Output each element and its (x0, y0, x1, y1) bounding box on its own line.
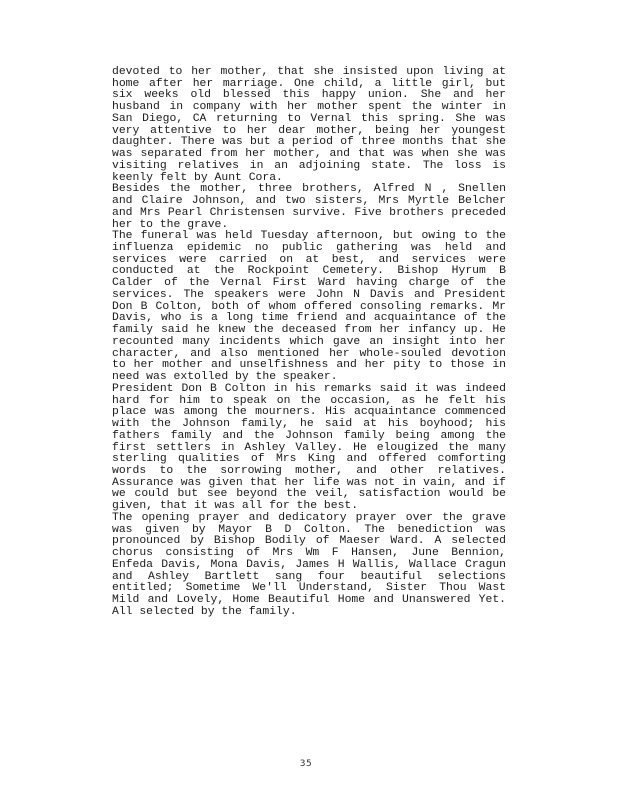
text-line: was separated from her mother, and that was when she was (112, 148, 506, 161)
text-line: sterling qualities of Mrs King and offered comforting (112, 453, 506, 466)
text-line: devoted to her mother, that she insisted upon living at (112, 66, 506, 78)
text-line: influenza epidemic no public gathering was held and (112, 242, 506, 255)
text-line: fathers family and the Johnson family being among the (112, 429, 506, 442)
text-line: recounted many incidents which gave an insight into her (112, 335, 506, 348)
text-line: hard for him to speak on the occasion, as he felt his (112, 394, 506, 407)
text-line: character, and also mentioned her whole-souled devotion (112, 347, 506, 360)
text-line: was given by Mayor B D Colton. The benediction was (112, 523, 506, 536)
text-line: we could but see beyond the veil, satisfaction would be (112, 488, 506, 501)
text-line: The opening prayer and dedicatory prayer over the grave (112, 511, 506, 524)
text-line: services were carried on at best, and services were (112, 253, 506, 266)
paragraph-end-line: All selected by the family. (112, 605, 297, 618)
text-line: and Ashley Bartlett sang four beautiful selections (112, 570, 506, 583)
paragraph-end-line: need was extolled by the speaker. (112, 371, 338, 384)
text-line: services. The speakers were John N Davis and President (112, 288, 506, 301)
paragraph-end-line: her to the grave. (112, 218, 229, 231)
text-line: very attentive to her dear mother, being her youngest (112, 124, 506, 137)
text-line: first settlers in Ashley Valley. He elougized the many (112, 441, 506, 454)
text-line: San Diego, CA returning to Vernal this spring. She was (112, 112, 506, 125)
body-text (112, 67, 506, 619)
text-line: husband in company with her mother spent the winter in (112, 101, 506, 114)
text-line: entitled; Sometime We'll Understand, Sister Thou Wast (112, 582, 506, 595)
paragraph-end-line: given, that it was all for the best. (112, 500, 359, 513)
text-line: The funeral was held Tuesday afternoon, but owing to the (112, 230, 506, 243)
text-line: and Mrs Pearl Christensen survive. Five brothers preceded (112, 206, 506, 219)
text-line: chorus consisting of Mrs Wm F Hansen, June Bennion, (112, 547, 506, 560)
page-number: 35 (299, 759, 313, 769)
text-line: Calder of the Vernal First Ward having charge of the (112, 277, 506, 290)
text-line: pronounced by Bishop Bodily of Maeser Ward. A selected (112, 535, 506, 548)
text-line: President Don B Colton in his remarks said it was indeed (112, 382, 506, 395)
text-line: Mild and Lovely, Home Beautiful Home and Unanswered Yet. (112, 594, 506, 607)
text-line: conducted at the Rockpoint Cemetery. Bishop Hyrum B (112, 265, 506, 278)
text-line: home after her marriage. One child, a little girl, but (112, 77, 506, 90)
text-line: Enfeda Davis, Mona Davis, James H Wallis, Wallace Cragun (112, 558, 506, 571)
text-line: and Claire Johnson, and two sisters, Mrs Myrtle Belcher (112, 195, 506, 208)
text-line: to her mother and unselfishness and her pity to those in (112, 359, 506, 372)
text-line: visiting relatives in an adjoining state. The loss is (112, 159, 506, 172)
text-line: Besides the mother, three brothers, Alfred N , Snellen (112, 183, 506, 196)
text-line: Davis, who is a long time friend and acquaintance of the (112, 312, 506, 325)
text-line: place was among the mourners. His acquaintance commenced (112, 406, 506, 419)
text-line: with the Johnson family, he said at his boyhood; his (112, 418, 506, 431)
text-line: Don B Colton, both of whom offered consoling remarks. Mr (112, 300, 506, 313)
text-line: family said he knew the deceased from her infancy up. He (112, 324, 506, 337)
text-line: daughter. There was but a period of three months that she (112, 136, 506, 149)
text-line: six weeks old blessed this happy union. She and her (112, 89, 506, 102)
paragraph-end-line: keenly felt by Aunt Cora. (112, 171, 283, 184)
text-line: Assurance was given that her life was not in vain, and if (112, 476, 506, 489)
text-line: words to the sorrowing mother, and other relatives. (112, 464, 506, 477)
